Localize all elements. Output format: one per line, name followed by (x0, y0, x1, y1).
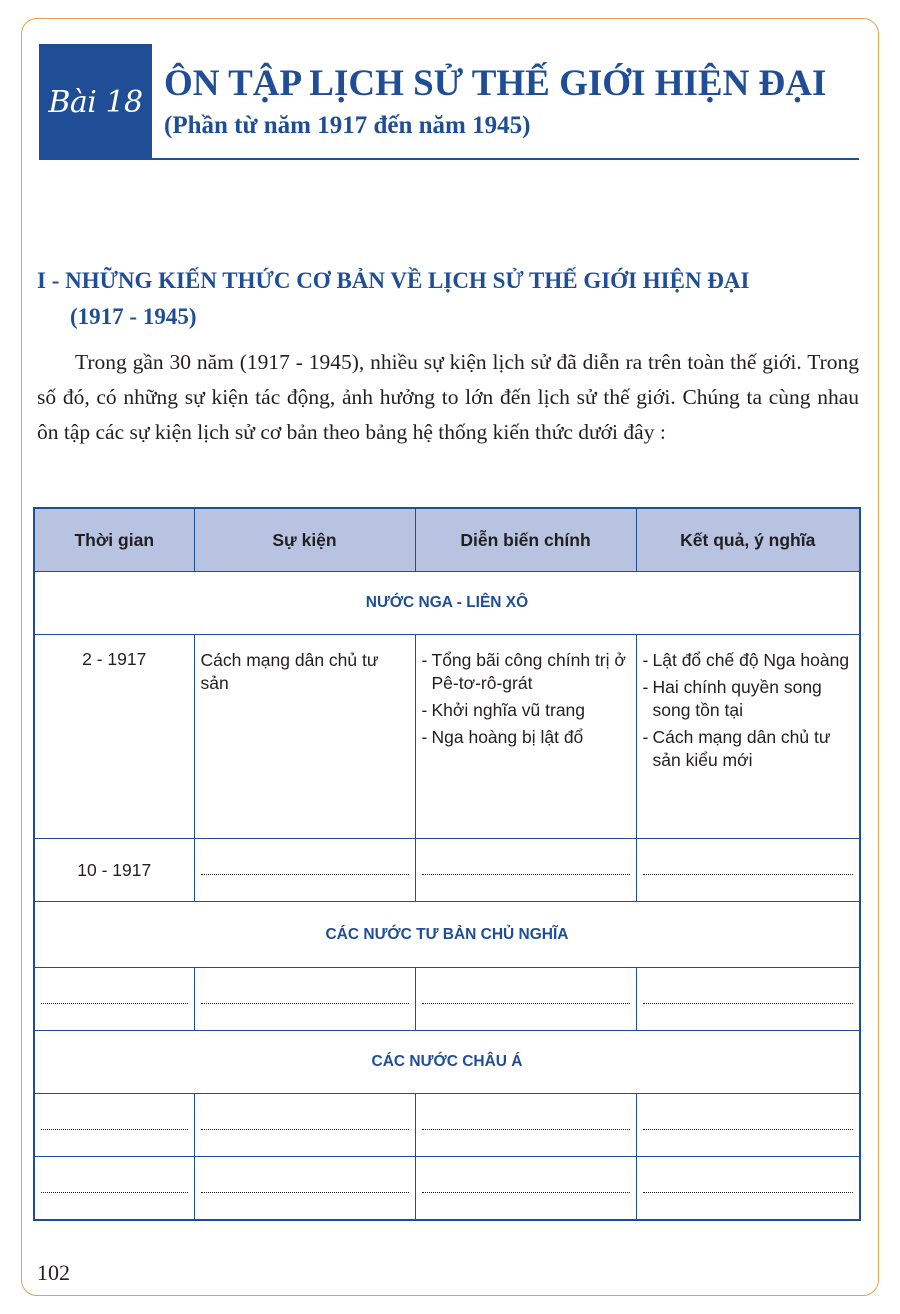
dotted-line (643, 1003, 854, 1004)
dotted-line (201, 1129, 409, 1130)
dotted-line (643, 874, 854, 875)
dotted-line (643, 1129, 854, 1130)
dotted-line (201, 1003, 409, 1004)
dotted-line (41, 1003, 188, 1004)
row-event: Cách mạng dân chủ tư sản (194, 635, 415, 839)
table-header-row (34, 508, 860, 572)
row-developments (415, 635, 636, 839)
blank-cell[interactable] (415, 839, 636, 902)
page-number: 102 (37, 1260, 70, 1285)
dotted-line (422, 874, 630, 875)
blank-cell[interactable] (194, 1157, 415, 1221)
table-row (34, 968, 860, 1031)
table-row (34, 635, 860, 839)
table-row (34, 839, 860, 902)
knowledge-table (33, 507, 861, 1221)
group-row (34, 572, 860, 635)
blank-cell[interactable] (194, 1094, 415, 1157)
section-heading-line1: I - NHỮNG KIẾN THỨC CƠ BẢN VỀ LỊCH SỬ THẾ GIỚI HIỆN ĐẠI (37, 268, 750, 293)
blank-cell[interactable] (194, 839, 415, 902)
header-rule (152, 158, 859, 160)
table-row (34, 1094, 860, 1157)
development-item: - Nga hoàng bị lật đổ (422, 726, 630, 749)
intro-paragraph: Trong gần 30 năm (1917 - 1945), nhiều sự kiện lịch sử đã diễn ra trên toàn thế giới. Trong số đó, có những sự kiện tác động, ảnh hưởng to lớn đến lịch sử thế giới. Chúng ta cùng nhau ôn tập các sự kiện lịch sử cơ bản theo bảng hệ thống kiến thức dưới đây : (37, 350, 859, 444)
row-time: 2 - 1917 (34, 635, 194, 839)
blank-cell[interactable] (415, 968, 636, 1031)
header-developments: Diễn biến chính (415, 508, 636, 572)
row-time: 10 - 1917 (34, 839, 194, 902)
blank-cell[interactable] (34, 1094, 194, 1157)
group-label-asia: CÁC NƯỚC CHÂU Á (34, 1031, 860, 1094)
group-label-capitalist: CÁC NƯỚC TƯ BẢN CHỦ NGHĨA (34, 902, 860, 968)
dotted-line (643, 1192, 854, 1193)
blank-cell[interactable] (636, 1094, 860, 1157)
lesson-label-box (39, 44, 152, 160)
group-row (34, 902, 860, 968)
lesson-subtitle: (Phần từ năm 1917 đến năm 1945) (164, 112, 531, 139)
header-event: Sự kiện (194, 508, 415, 572)
lesson-title: ÔN TẬP LỊCH SỬ THẾ GIỚI HIỆN ĐẠI (164, 63, 827, 104)
blank-cell[interactable] (415, 1094, 636, 1157)
dotted-line (201, 1192, 409, 1193)
row-results (636, 635, 860, 839)
header-time: Thời gian (34, 508, 194, 572)
blank-cell[interactable] (194, 968, 415, 1031)
section-heading (37, 263, 857, 335)
group-row (34, 1031, 860, 1094)
blank-cell[interactable] (415, 1157, 636, 1221)
dotted-line (422, 1192, 630, 1193)
development-item: - Tổng bãi công chính trị ở Pê-tơ-rô-grát (422, 649, 630, 695)
group-label-russia: NƯỚC NGA - LIÊN XÔ (34, 572, 860, 635)
result-item: - Lật đổ chế độ Nga hoàng (643, 649, 854, 672)
result-item: - Hai chính quyền song song tồn tại (643, 676, 854, 722)
blank-cell[interactable] (34, 1157, 194, 1221)
section-heading-line2: (1917 - 1945) (70, 304, 197, 329)
lesson-label: Bài 18 (48, 84, 143, 120)
header-results: Kết quả, ý nghĩa (636, 508, 860, 572)
dotted-line (422, 1129, 630, 1130)
table-row (34, 1157, 860, 1221)
blank-cell[interactable] (34, 968, 194, 1031)
blank-cell[interactable] (636, 968, 860, 1031)
development-item: - Khởi nghĩa vũ trang (422, 699, 630, 722)
blank-cell[interactable] (636, 839, 860, 902)
result-item: - Cách mạng dân chủ tư sản kiểu mới (643, 726, 854, 772)
blank-cell[interactable] (636, 1157, 860, 1221)
dotted-line (41, 1192, 188, 1193)
dotted-line (41, 1129, 188, 1130)
dotted-line (201, 874, 409, 875)
dotted-line (422, 1003, 630, 1004)
